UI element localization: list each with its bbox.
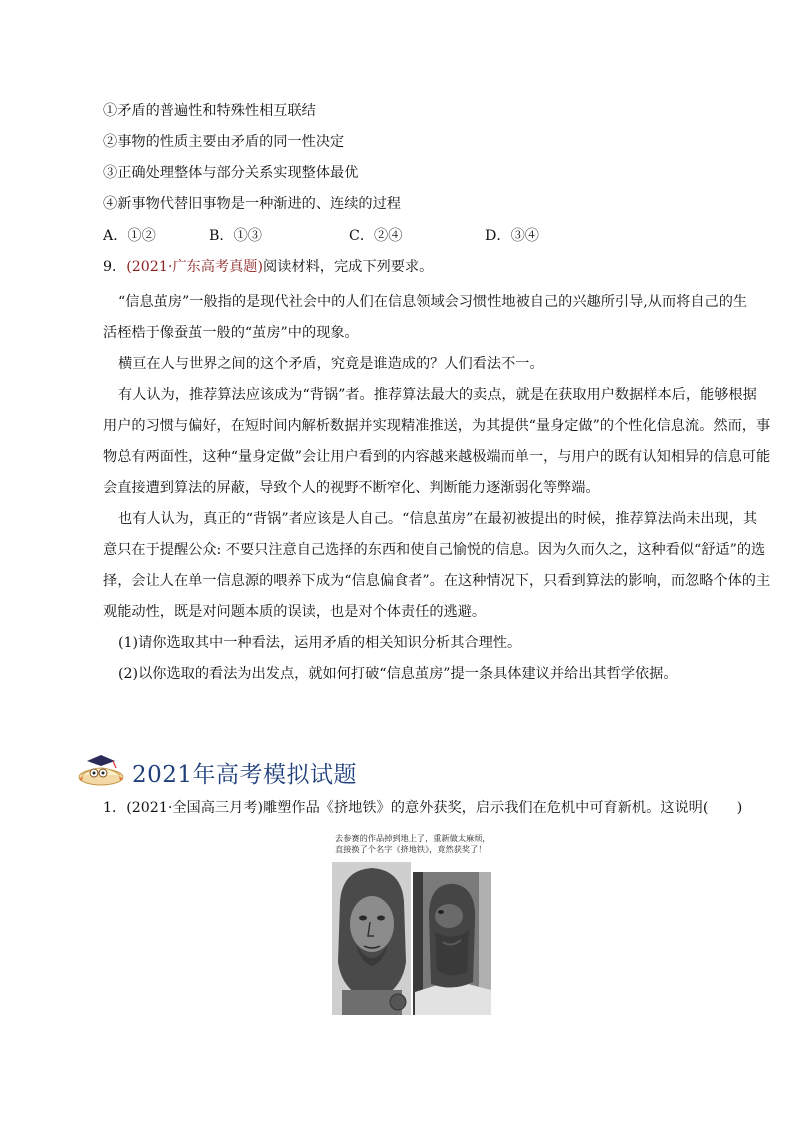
- sculpture-photo-deformed: [413, 872, 491, 1015]
- paragraph-line: 用户的习惯与偏好，在短时间内解析数据并实现精准推送，为其提供“量身定做”的个性化信息流。然而，事: [103, 418, 771, 434]
- paragraph-line: 会直接遭到算法的屏蔽，导致个人的视野不断窄化、判断能力逐渐弱化等弊端。: [103, 480, 600, 496]
- material-paragraph-1: [103, 287, 748, 349]
- question-prompt: 阅读材料，完成下列要求。: [263, 259, 434, 275]
- question-9-heading: [103, 257, 433, 277]
- image-caption: [335, 833, 491, 855]
- sub-question-2: (2)以你选取的看法为出发点，就如何打破“信息茧房”提一条具体建议并给出其哲学依据。: [118, 666, 678, 682]
- question-source: (2021·广东高考真题): [126, 259, 264, 275]
- option-a[interactable]: A．①②: [103, 228, 156, 244]
- paragraph-line: 意只在于提醒公众: 不要只注意自己选择的东西和使自己愉悦的信息。因为久而久之，这种看似“舒适”的选: [103, 542, 766, 558]
- question-number: 9．: [103, 259, 127, 275]
- option-d[interactable]: D．③④: [485, 228, 539, 244]
- sculpture-photo-original: [332, 862, 411, 1015]
- paragraph-line: 择，会让人在单一信息源的喂养下成为“信息偏食者”。在这种情况下，只看到算法的影响，而忽略个体的主: [103, 573, 771, 589]
- material-paragraph-3: [103, 380, 771, 504]
- option-b[interactable]: B．①③: [209, 228, 262, 244]
- caption-line: 直接换了个名字《挤地铁》，竟然获奖了！: [335, 844, 487, 854]
- paragraph-line: 有人认为，推荐算法应该成为“背锅”者。推荐算法最大的卖点，就是在获取用户数据样本后，能够根据: [118, 387, 757, 403]
- paragraph-line: 横亘在人与世界之间的这个矛盾，究竟是谁造成的？人们看法不一。: [118, 356, 544, 372]
- statement-4: ④新事物代替旧事物是一种渐进的、连续的过程: [103, 196, 401, 212]
- material-paragraph-2: [103, 349, 715, 380]
- material-paragraph-4: [103, 504, 771, 628]
- statement-3: ③正确处理整体与部分关系实现整体最优: [103, 165, 359, 181]
- section-header: [76, 752, 357, 792]
- statement-2: ②事物的性质主要由矛盾的同一性决定: [103, 134, 345, 150]
- statement-1: ①矛盾的普遍性和特殊性相互联结: [103, 103, 316, 119]
- sub-question-1: (1)请你选取其中一种看法，运用矛盾的相关知识分析其合理性。: [118, 635, 522, 651]
- paragraph-line: 也有人认为，真正的“背锅”者应该是人自己。“信息茧房”在最初被提出的时候，推荐算法尚未出现，其: [118, 511, 758, 527]
- paragraph-line: “信息茧房”一般指的是现代社会中的人们在信息领域会习惯性地被自己的兴趣所引导,从而将自己的生: [118, 294, 748, 310]
- section-title: 2021年高考模拟试题: [132, 761, 358, 788]
- graduate-mascot-icon: [76, 753, 126, 791]
- caption-line: 去参赛的作品掉到地上了，重新做太麻烦，: [335, 833, 491, 843]
- paragraph-line: 观能动性，既是对问题本质的误读，也是对个体责任的逃避。: [103, 604, 487, 620]
- option-c[interactable]: C．②④: [349, 228, 403, 244]
- question-1-text: 1．(2021·全国高三月考)雕塑作品《挤地铁》的意外获奖，启示我们在危机中可育新机。这说明( ): [103, 800, 743, 816]
- paragraph-line: 活桎梏于像蚕茧一般的“茧房”中的现象。: [103, 325, 359, 341]
- paragraph-line: 物总有两面性，这种“量身定做”会让用户看到的内容越来越极端而单一，与用户的既有认知相异的信息可能: [103, 449, 771, 465]
